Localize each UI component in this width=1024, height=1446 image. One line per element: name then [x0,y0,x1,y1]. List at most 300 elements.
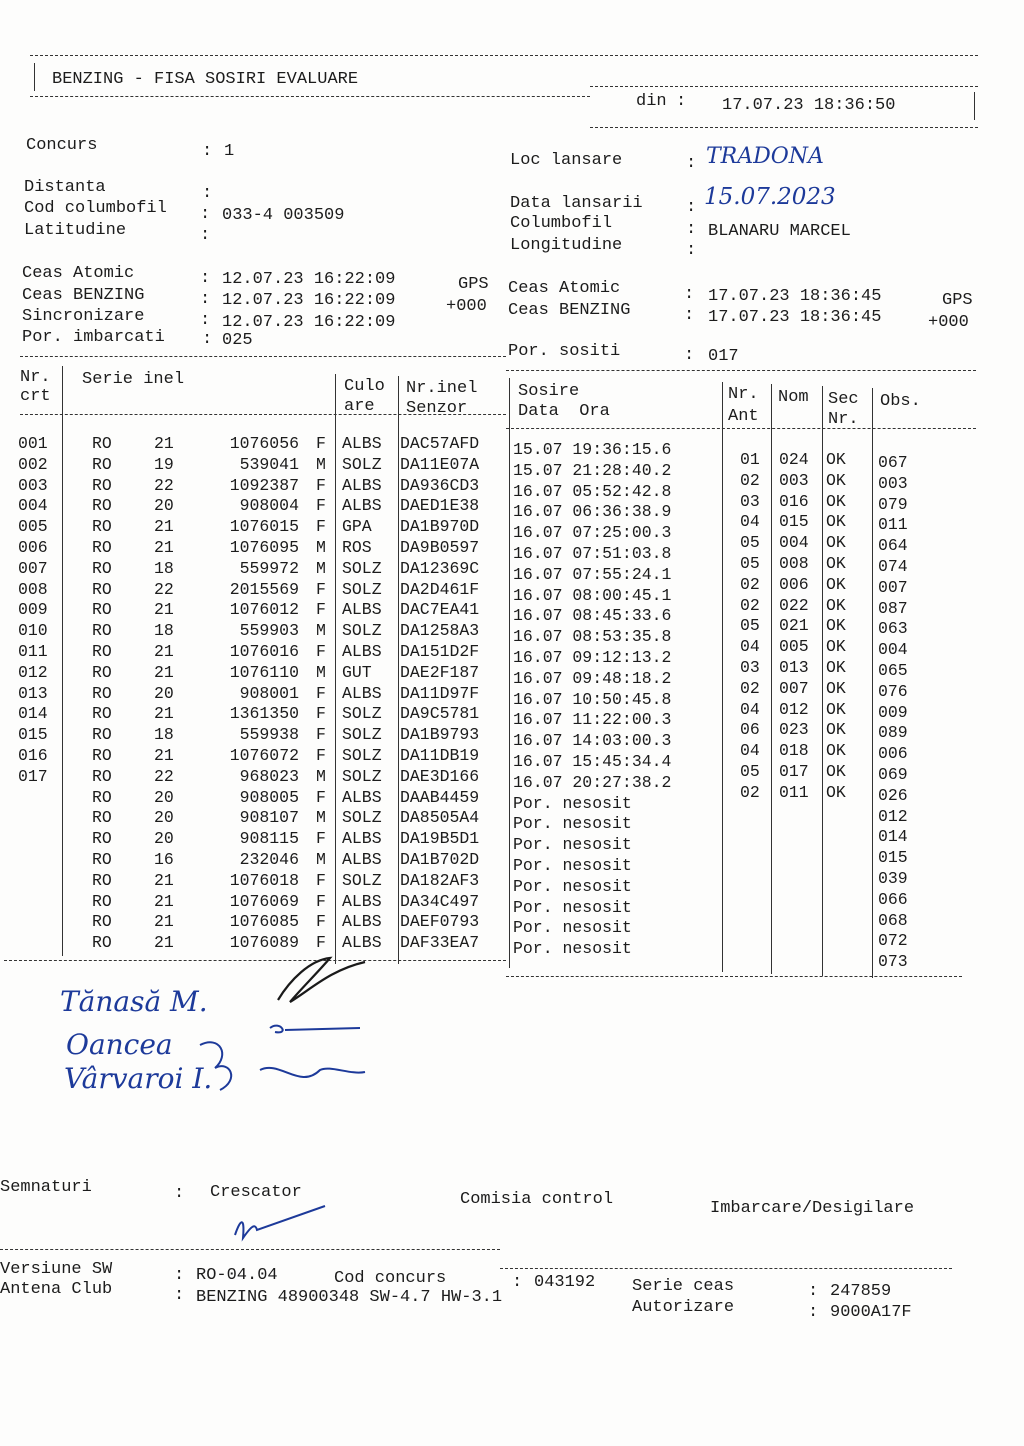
imbarcati-value: 025 [222,331,253,350]
din-label: din [636,92,667,111]
row-color: ROS [342,538,372,557]
row-country: RO [92,558,112,578]
row-sex: M [316,454,326,474]
table-top-border-left [20,356,506,357]
row-year: 20 [154,496,174,516]
row-antenna: 03 [740,658,760,677]
row-nom: 003 [779,470,809,490]
row-sensor-ring: DA34C497 [400,891,480,911]
row-ring-number: 232046 [239,850,299,869]
row-ring-number: 539041 [239,454,299,474]
row-country: RO [92,787,112,807]
row-sex: M [316,766,326,786]
ceas-atomic-right-label: Ceas Atomic [508,279,621,298]
header-bottom-border-left [20,414,506,415]
row-year: 20 [154,829,174,849]
row-antenna: 05 [740,533,760,553]
row-obs: 072 [878,931,908,951]
row-year: 21 [154,600,174,620]
row-country: RO [92,808,112,828]
row-antenna: 02 [740,574,760,594]
versiune-label: Versiune SW [0,1260,113,1279]
row-country: RO [92,725,112,745]
row-color: ALBS [342,600,382,620]
row-antenna: 02 [740,782,760,802]
row-sensor-ring: DAC7EA41 [400,600,480,620]
row-sex: F [316,434,326,453]
row-sensor-ring: DAE3D166 [400,766,480,786]
col-nrant-2: Ant [728,407,759,426]
row-color: SOLZ [342,746,382,765]
row-country: RO [92,475,112,495]
row-sec: OK [826,720,846,740]
row-sex: F [316,912,326,932]
row-color: ALBS [342,891,382,911]
antena-label: Antena Club [0,1280,113,1299]
row-obs: 089 [878,723,908,743]
col-nrinel: Nr.inel [406,379,478,398]
row-nr: 014 [18,704,48,724]
col-culo: Culo [344,377,385,396]
loc-lansare-handwritten: TRADONA [706,144,824,169]
row-nr: 004 [18,496,48,516]
row-ring-number: 908004 [239,496,299,516]
row-sex: F [316,517,326,537]
row-color: SOLZ [342,558,382,578]
row-obs: 087 [878,598,908,618]
row-sex: F [316,475,326,495]
row-nr: 012 [18,662,48,682]
row-nom: 013 [779,658,809,677]
footer-top-border-left [0,1249,500,1250]
row-year: 22 [154,579,174,599]
row-sensor-ring: DA182AF3 [400,870,480,890]
row-arrival: 16.07 09:12:13.2 [513,648,672,667]
table-row [0,933,1024,972]
din-value: 17.07.23 18:36:50 [722,96,896,115]
row-sec: OK [826,554,846,573]
row-obs: 074 [878,557,908,576]
cod-concurs-label: Cod concurs [334,1269,447,1288]
row-obs: 076 [878,681,908,701]
row-sex: F [316,891,326,911]
row-color: ALBS [342,475,382,495]
row-arrival: 16.07 08:53:35.8 [513,627,672,647]
col-senzor: Senzor [406,399,468,418]
row-arrival: 16.07 07:25:00.3 [513,523,672,543]
row-arrival: Por. nesosit [513,793,632,813]
row-sensor-ring: DA9B0597 [400,538,480,557]
row-country: RO [92,829,112,849]
row-nr: 011 [18,642,48,661]
row-nr: 003 [18,475,48,495]
row-sensor-ring: DAE2F187 [400,662,480,682]
row-sex: F [316,579,326,599]
row-year: 20 [154,808,174,828]
row-year: 18 [154,621,174,641]
ceas-atomic-right-suffix: GPS [942,291,973,310]
row-arrival: Por. nesosit [513,918,632,938]
row-nom: 024 [779,450,809,469]
row-sensor-ring: DA2D461F [400,579,480,599]
row-ring-number: 1076012 [229,600,299,620]
row-arrival: Por. nesosit [513,897,632,917]
row-ring-number: 1076110 [229,662,299,682]
row-obs: 026 [878,785,908,805]
row-year: 18 [154,558,174,578]
crescator-signature [225,1200,335,1245]
row-antenna: 02 [740,678,760,698]
handwritten-signatures [180,1010,380,1100]
row-obs: 004 [878,640,908,660]
row-obs: 068 [878,910,908,930]
row-country: RO [92,600,112,620]
row-nom: 018 [779,741,809,761]
row-sex: M [316,850,326,869]
row-obs: 012 [878,806,908,826]
row-obs: 073 [878,952,908,972]
row-antenna: 02 [740,595,760,615]
ceas-atomic-right-value: 17.07.23 18:36:45 [708,287,882,306]
row-arrival: 15.07 21:28:40.2 [513,460,672,480]
row-ring-number: 968023 [239,766,299,786]
row-year: 19 [154,454,174,474]
row-color: SOLZ [342,808,382,828]
row-year: 21 [154,870,174,890]
row-arrival: 16.07 07:51:03.8 [513,544,672,563]
row-year: 21 [154,538,174,557]
row-obs: 011 [878,515,908,535]
row-nr: 007 [18,558,48,578]
row-country: RO [92,891,112,911]
row-color: ALBS [342,850,382,869]
row-sec: OK [826,699,846,719]
row-color: ALBS [342,434,382,453]
row-color: GUT [342,662,372,682]
row-country: RO [92,579,112,599]
row-sex: F [316,642,326,661]
row-year: 21 [154,891,174,911]
row-nom: 011 [779,782,809,802]
row-sec: OK [826,512,846,532]
row-nom: 021 [779,616,809,636]
row-ring-number: 1076072 [229,746,299,765]
row-nom: 012 [779,699,809,719]
row-year: 21 [154,746,174,765]
row-ring-number: 908107 [239,808,299,828]
ceas-benzing-left-suffix: +000 [446,297,487,316]
page-title: BENZING - FISA SOSIRI EVALUARE [52,70,359,89]
row-nr: 016 [18,746,48,765]
row-antenna: 05 [740,762,760,781]
din-bottom-border [590,127,978,128]
cod-concurs-value: 043192 [534,1273,596,1292]
columbofil-value: BLANARU MARCEL [708,222,851,241]
row-arrival: 16.07 10:50:45.8 [513,689,672,709]
row-antenna: 01 [740,450,760,469]
row-year: 21 [154,434,174,453]
row-sensor-ring: DAAB4459 [400,787,480,807]
row-sex: F [316,829,326,849]
sincro-value: 12.07.23 16:22:09 [222,313,396,332]
row-country: RO [92,434,112,453]
row-country: RO [92,746,112,765]
row-obs: 069 [878,765,908,784]
row-ring-number: 908005 [239,787,299,807]
ceas-atomic-left-label: Ceas Atomic [22,264,135,283]
row-nr: 015 [18,725,48,745]
row-color: ALBS [342,933,382,953]
row-color: SOLZ [342,766,382,786]
row-nom: 005 [779,637,809,657]
row-sex: F [316,725,326,745]
table-top-border-right [506,370,976,371]
row-sensor-ring: DA9C5781 [400,704,480,724]
row-year: 20 [154,683,174,703]
row-nr: 017 [18,766,48,786]
row-year: 21 [154,704,174,724]
row-ring-number: 1076085 [229,912,299,932]
data-lansarii-label: Data lansarii [510,194,643,213]
handwritten-name-2: Oancea [66,1028,173,1061]
row-ring-number: 1076056 [229,434,299,453]
row-country: RO [92,933,112,953]
col-nr: Nr. [20,368,51,387]
row-sensor-ring: DA11DB19 [400,746,480,765]
row-nom: 008 [779,554,809,573]
row-sensor-ring: DA19B5D1 [400,829,480,849]
row-country: RO [92,912,112,932]
row-ring-number: 1076016 [229,642,299,661]
title-left-border [34,63,35,91]
row-sex: F [316,933,326,953]
row-sec: OK [826,616,846,636]
sositi-label: Por. sositi [508,342,621,361]
footer-top-border-right [500,1268,952,1269]
handwritten-name-3: Vârvaroi I. [64,1062,213,1095]
row-ring-number: 908115 [239,829,299,849]
row-sec: OK [826,470,846,490]
ceas-atomic-left-suffix: GPS [458,275,489,294]
row-sec: OK [826,782,846,802]
row-country: RO [92,496,112,516]
row-ring-number: 559938 [239,725,299,745]
cod-label: Cod columbofil [24,199,167,218]
row-country: RO [92,683,112,703]
row-ring-number: 2015569 [229,579,299,599]
col-sec-2: Nr. [828,410,859,429]
row-antenna: 05 [740,554,760,573]
row-nr: 010 [18,621,48,641]
row-arrival: 16.07 07:55:24.1 [513,564,672,584]
cod-value: 033-4 003509 [222,206,345,225]
row-sensor-ring: DA1B702D [400,850,480,869]
antena-value: BENZING 48900348 SW-4.7 HW-3.1 [196,1288,503,1307]
row-arrival: 16.07 20:27:38.2 [513,772,672,792]
row-sex: M [316,558,326,578]
col-data-ora: Data Ora [518,402,610,421]
data-lansarii-handwritten: 15.07.2023 [704,184,836,210]
row-antenna: 04 [740,637,760,657]
row-nr: 005 [18,517,48,537]
row-sex: M [316,662,326,682]
col-obs: Obs. [880,392,921,411]
col-are: are [344,397,375,416]
row-obs: 079 [878,494,908,514]
ceas-benzing-right-label: Ceas BENZING [508,301,631,320]
lat-label: Latitudine [24,221,127,240]
row-arrival: Por. nesosit [513,876,632,896]
row-color: SOLZ [342,454,382,474]
row-year: 20 [154,787,174,807]
row-year: 21 [154,642,174,661]
row-ring-number: 1076069 [229,891,299,911]
semnaturi-label: Semnaturi [0,1178,92,1197]
row-color: ALBS [342,829,382,849]
row-obs: 015 [878,848,908,868]
row-nr: 006 [18,538,48,557]
ceas-benzing-right-value: 17.07.23 18:36:45 [708,308,882,327]
row-country: RO [92,538,112,557]
row-sex: F [316,683,326,703]
row-sec: OK [826,637,846,657]
row-nr: 002 [18,454,48,474]
row-ring-number: 559972 [239,558,299,578]
row-country: RO [92,704,112,724]
row-nom: 007 [779,678,809,698]
sincro-label: Sincronizare [22,307,145,326]
row-ring-number: 1076015 [229,517,299,537]
row-arrival: 16.07 09:48:18.2 [513,668,672,688]
row-antenna: 06 [740,720,760,740]
row-sec: OK [826,762,846,781]
row-sex: F [316,746,326,765]
row-ring-number: 908001 [239,683,299,703]
imbarcati-label: Por. imbarcati [22,328,165,347]
col-serie: Serie inel [82,370,185,389]
row-color: GPA [342,517,372,537]
din-right-border [974,92,975,120]
comisia-label: Comisia control [460,1190,614,1209]
row-sex: F [316,704,326,724]
row-year: 16 [154,850,174,869]
row-ring-number: 559903 [239,621,299,641]
concurs-label: Concurs [26,136,98,155]
row-sex: M [316,621,326,641]
row-color: ALBS [342,683,382,703]
row-country: RO [92,870,112,890]
row-arrival: Por. nesosit [513,939,632,959]
row-nr: 009 [18,600,48,620]
row-sec: OK [826,574,846,594]
col-nom: Nom [778,388,809,407]
row-sensor-ring: DAF33EA7 [400,933,480,953]
ceas-benzing-left-value: 12.07.23 16:22:09 [222,291,396,310]
header-bottom-border-right [506,428,976,429]
row-antenna: 04 [740,741,760,761]
row-arrival: 15.07 19:36:15.6 [513,440,672,459]
row-arrival: Por. nesosit [513,814,632,834]
row-sec: OK [826,678,846,698]
signature-mark [270,950,380,1010]
row-sensor-ring: DA8505A4 [400,808,480,828]
row-sex: M [316,808,326,828]
row-year: 22 [154,475,174,495]
row-sec: OK [826,595,846,615]
row-nom: 016 [779,491,809,511]
row-antenna: 05 [740,616,760,636]
row-country: RO [92,642,112,661]
autorizare-label: Autorizare [632,1298,735,1317]
versiune-value: RO-04.04 [196,1266,278,1285]
loc-lansare-label: Loc lansare [510,151,623,170]
row-obs: 039 [878,869,908,888]
row-sensor-ring: DA1B9793 [400,725,480,745]
ceas-benzing-right-suffix: +000 [928,313,969,332]
row-sensor-ring: DA151D2F [400,642,480,661]
row-obs: 009 [878,702,908,722]
row-sex: M [316,538,326,557]
imbarcare-label: Imbarcare/Desigilare [710,1199,915,1218]
din-top-border [590,86,978,87]
row-year: 22 [154,766,174,786]
row-obs: 007 [878,577,908,597]
row-nr: 001 [18,434,48,453]
serie-ceas-label: Serie ceas [632,1277,735,1296]
row-obs: 065 [878,661,908,680]
distanta-label: Distanta [24,178,106,197]
col-sosire: Sosire [518,382,580,401]
row-sex: F [316,787,326,807]
row-sec: OK [826,533,846,553]
row-sensor-ring: DA12369C [400,558,480,578]
title-top-border [30,55,978,56]
concurs-value: 1 [224,142,235,161]
row-obs: 067 [878,453,908,472]
row-nom: 015 [779,512,809,532]
row-year: 21 [154,912,174,932]
row-year: 21 [154,933,174,953]
row-color: ALBS [342,496,382,516]
row-ring-number: 1361350 [229,704,299,724]
row-country: RO [92,850,112,869]
row-sec: OK [826,491,846,511]
table-bottom-border-right [506,976,962,977]
row-color: ALBS [342,787,382,807]
row-sensor-ring: DA936CD3 [400,475,480,495]
row-sensor-ring: DA1258A3 [400,621,480,641]
row-arrival: 16.07 05:52:42.8 [513,481,672,501]
row-sensor-ring: DAEF0793 [400,912,480,932]
row-color: ALBS [342,912,382,932]
row-ring-number: 1076018 [229,870,299,890]
row-sensor-ring: DA11D97F [400,683,480,703]
row-country: RO [92,766,112,786]
row-obs: 006 [878,744,908,764]
row-sec: OK [826,741,846,761]
row-sensor-ring: DAC57AFD [400,434,480,453]
row-obs: 066 [878,889,908,909]
row-nom: 004 [779,533,809,553]
row-arrival: Por. nesosit [513,856,632,875]
row-arrival: 16.07 15:45:34.4 [513,752,672,771]
row-ring-number: 1092387 [229,475,299,495]
row-nom: 006 [779,574,809,594]
row-nr: 013 [18,683,48,703]
fisa-sosiri-page: BENZING - FISA SOSIRI EVALUARE din : 17.07.23 18:36:50 Concurs : 1 Distanta : Cod columbofil : 033-4 003509 Latitudine : Ceas Atomic : 12.07.23 16:22:09 GPS Ceas BENZING : 12.07.23 16:22:09 +000 Sincronizare : 12.07.23 16:22:09 Por. imbarcati : 025 Loc lansare : TRADONA Data lansarii : 15.07.2023 Columbofil : BLANARU MARCEL Longitudine : Ceas Atomic : 17.07.23 18:36:45 GPS Ceas BENZING : 17.07.23 18:36:45 +000 Por. sositi : 017 Nr. crt Serie inel Culo are Nr.inel Senzor Sosire Data Ora Nr. Ant Nom Sec Nr. Obs. 001 RO 21 1076056 F ALBS DAC57AFD 15.07 19:36:15.6 01 024 OK 067 002 RO 19 539041 M SOLZ DA11E07A 15.07 21:28:40.2 02 003 OK 003 003 RO 22 1092387 F ALBS DA936CD3 16.07 05:52:42.8 03 016 OK 079 004 RO 20 908004 F ALBS DAED1E38 16.07 06:36:38.9 04 015 OK 011 005 RO 21 1076015 F GPA DA1B970D 16.07 07:25:00.3 05 004 OK 064 006 RO 21 1076095 M ROS DA9B0597 16.07 07:51:03.8 05 008 OK 074 007 RO 18 559972 M SOLZ DA12369C 16.07 07:55:24.1 02 006 OK 007 008 RO 22 2015569 F SOLZ DA2D461F 16.07 08:00:45.1 02 022 OK 087 009 RO 21 1076012 F ALBS DAC7EA41 16.07 08:45:33.6 05 021 OK 063 010 RO 18 559903 M SOLZ DA1258A3 16.07 08:53:35.8 04 005 OK 004 011 RO 21 1076016 F ALBS DA151D2F 16.07 09:12:13.2 03 013 OK 065 012 RO 21 1076110 M GUT DAE2F187 16.07 09:48:18.2 02 007 OK 076 013 RO 20 908001 F ALBS DA11D97F 16.07 10:50:45.8 04 012 OK 009 014 RO 21 1361350 F SOLZ DA9C5781 16.07 11:22:00.3 06 023 OK 089 015 RO 18 559938 F SOLZ DA1B9793 16.07 14:03:00.3 04 018 OK 006 016 RO 21 1076072 F SOLZ DA11DB19 16.07 15:45:34.4 05 017 OK 069 017 RO 22 968023 M SOLZ DAE3D166 16.07 20:27:38.2 02 011 OK 026 RO 20 908005 F ALBS DAAB4459 Por. nesosit 012 RO 20 908107 M SOLZ DA8505A4 Por. nesosit 014 RO 20 908115 F ALBS DA19B5D1 Por. nesosit 015 RO 16 232046 M ALBS DA1B702D Por. nesosit 039 RO 21 1076018 F SOLZ DA182AF3 Por. nesosit 066 RO 21 1076069 F ALBS DA34C497 Por. nesosit 068 RO 21 1076085 F ALBS DAEF0793 Por. nesosit 072 RO 21 1076089 F ALBS DAF33EA7 Por. nesosit 073 Tănasă M. Oancea Vârvaroi I. Semnaturi : Crescator Comisia control Imbarcare/Desigilare Versiune SW : RO-04.04 Cod concurs : 043192 Serie ceas : 247859 Antena Club : BENZING 48900348 SW-4.7 HW-3.1 Autorizare : 9000A17F [0,0,1024,1446]
row-color: SOLZ [342,621,382,641]
ceas-atomic-left-value: 12.07.23 16:22:09 [222,270,396,289]
